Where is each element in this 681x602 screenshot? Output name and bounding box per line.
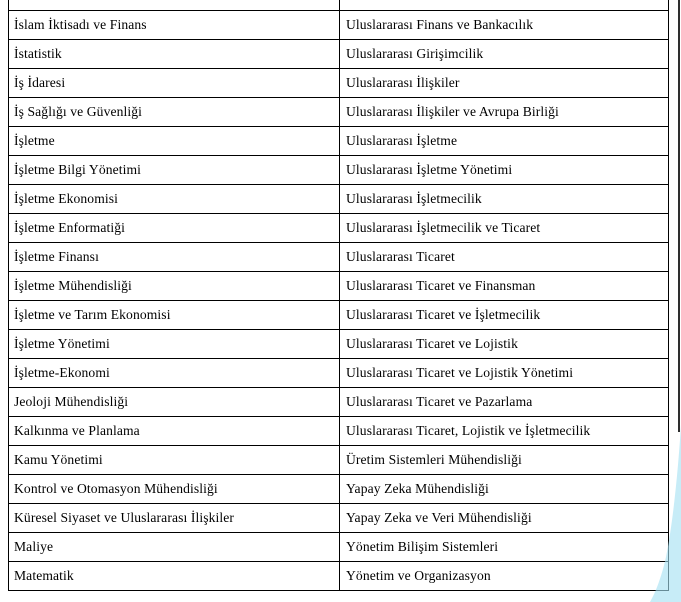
left-cell: İş İdaresi	[9, 69, 340, 97]
right-cell: Uluslararası Ticaret ve Finansman	[346, 278, 536, 293]
right-cell: Yönetim ve Organizasyon	[346, 568, 491, 583]
left-cell: İstatistik	[9, 40, 340, 68]
table-row	[9, 416, 668, 445]
left-cell: İşletme	[9, 127, 340, 155]
left-cell: Jeoloji Mühendisliği	[9, 388, 340, 416]
left-cell	[9, 0, 340, 10]
right-cell: Uluslararası İşletme	[346, 133, 458, 148]
right-cell: Yönetim Bilişim Sistemleri	[346, 539, 499, 554]
right-cell: Uluslararası İşletmecilik	[346, 191, 482, 206]
right-cell: Uluslararası İlişkiler	[346, 75, 460, 90]
right-cell: Uluslararası Ticaret ve Lojistik Yönetimi	[346, 365, 574, 380]
right-cell: Uluslararası Ticaret	[346, 249, 455, 264]
table-row	[9, 242, 668, 271]
table-row	[9, 300, 668, 329]
left-cell: İşletme Yönetimi	[9, 330, 340, 358]
right-cell: Uluslararası Finans ve Bankacılık	[346, 17, 534, 32]
left-cell: İslam İktisadı ve Finans	[9, 11, 340, 39]
left-cell: İşletme ve Tarım Ekonomisi	[9, 301, 340, 329]
right-cell: Yapay Zeka ve Veri Mühendisliği	[346, 510, 532, 525]
table-row	[9, 213, 668, 242]
left-cell: Maliye	[9, 533, 340, 561]
table-row	[9, 155, 668, 184]
table-row	[9, 97, 668, 126]
left-cell: İşletme Ekonomisi	[9, 185, 340, 213]
table-row	[9, 387, 668, 416]
left-cell: İşletme-Ekonomi	[9, 359, 340, 387]
right-cell: Uluslararası Ticaret ve Pazarlama	[346, 394, 533, 409]
right-cell: Üretim Sistemleri Mühendisliği	[346, 452, 522, 467]
programs-table	[8, 0, 669, 591]
right-cell: Uluslararası Ticaret ve Lojistik	[346, 336, 518, 351]
table-row-partial	[9, 0, 668, 10]
page-edge-line	[678, 0, 680, 432]
left-cell: İşletme Enformatiği	[9, 214, 340, 242]
table-row	[9, 532, 668, 561]
table-row	[9, 126, 668, 155]
left-cell: İşletme Mühendisliği	[9, 272, 340, 300]
table-row	[9, 445, 668, 474]
left-cell: Kalkınma ve Planlama	[9, 417, 340, 445]
table-row	[9, 68, 668, 97]
table-row	[9, 329, 668, 358]
table-row	[9, 39, 668, 68]
table-row	[9, 474, 668, 503]
left-cell: Matematik	[9, 562, 340, 590]
right-cell: Uluslararası Girişimcilik	[346, 46, 484, 61]
left-cell: Kontrol ve Otomasyon Mühendisliği	[9, 475, 340, 503]
table-row	[9, 271, 668, 300]
table-row	[9, 561, 668, 590]
left-cell: İşletme Finansı	[9, 243, 340, 271]
table-row	[9, 184, 668, 213]
table-row	[9, 358, 668, 387]
right-cell: Uluslararası Ticaret ve İşletmecilik	[346, 307, 541, 322]
left-cell: İş Sağlığı ve Güvenliği	[9, 98, 340, 126]
left-cell: İşletme Bilgi Yönetimi	[9, 156, 340, 184]
right-cell	[340, 0, 668, 10]
table-row	[9, 503, 668, 532]
right-cell: Uluslararası Ticaret, Lojistik ve İşletmecilik	[346, 423, 591, 438]
right-cell: Uluslararası İşletmecilik ve Ticaret	[346, 220, 541, 235]
right-cell: Uluslararası İlişkiler ve Avrupa Birliği	[346, 104, 559, 119]
left-cell: Küresel Siyaset ve Uluslararası İlişkiler	[9, 504, 340, 532]
right-cell: Uluslararası İşletme Yönetimi	[346, 162, 513, 177]
right-cell: Yapay Zeka Mühendisliği	[346, 481, 489, 496]
left-cell: Kamu Yönetimi	[9, 446, 340, 474]
table-row	[9, 10, 668, 39]
